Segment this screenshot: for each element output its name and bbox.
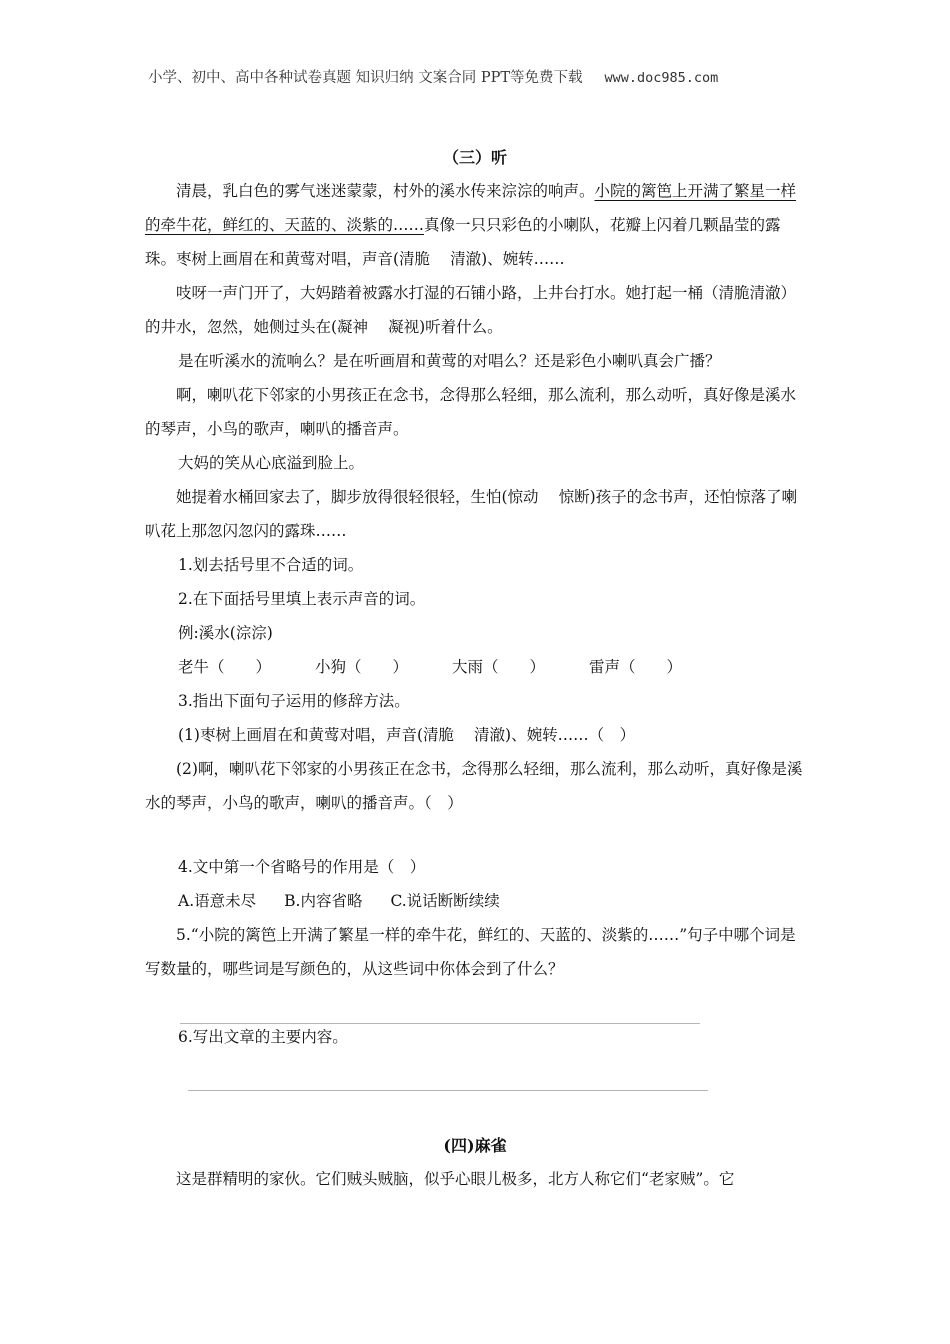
question-5: 5.“小院的篱笆上开满了繁星一样的牵牛花，鲜红的、天蓝的、淡紫的……”句子中哪个词是写数量的，哪些词是写颜色的，从这些词中你体会到了什么？: [145, 926, 796, 978]
answer-line-q6[interactable]: [188, 1090, 708, 1091]
document-body: [145, 142, 805, 1196]
header-site-url: www.doc985.com: [604, 70, 719, 86]
section4-title: (四)麻雀: [443, 1136, 507, 1155]
blank-item-thunder[interactable]: 雷声（ ）: [589, 658, 683, 676]
section3-paragraph-2: [145, 276, 805, 344]
section3-paragraph-1: [145, 174, 805, 276]
question-6: 6.写出文章的主要内容。: [178, 1028, 348, 1046]
question-2-example: 例:溪水(淙淙): [178, 624, 273, 642]
p6-text-b: 惊断)孩子的念书声，还怕惊落了喇叭花上那忽闪忽闪的露珠……: [145, 488, 798, 540]
section3-paragraph-5: 大妈的笑从心底溢到脸上。: [178, 454, 365, 472]
option-b[interactable]: B.内容省略: [284, 892, 363, 910]
question-1: 1.划去括号里不合适的词。: [178, 556, 364, 574]
question-2-blanks: [145, 650, 805, 684]
question-3-1: [145, 718, 805, 752]
blank-item-dog[interactable]: 小狗（ ）: [315, 658, 409, 676]
p1-text-b: 真像一只只彩色的小喇队，花瓣上闪着几颗晶莹的露珠。枣树上画眉在和黄莺对唱，声音(清脆: [145, 216, 781, 268]
p1-underlined-sentence: 小院的篱笆上开满了繁星一样的牵牛花，鲜红的、天蓝的、淡紫的……: [145, 182, 797, 234]
section3-paragraph-4: 啊，喇叭花下邻家的小男孩正在念书，念得那么轻细，那么流利，那么动听，真好像是溪水的琴声，小鸟的歌声，喇叭的播音声。: [145, 386, 797, 438]
section3-title: （三）听: [442, 148, 507, 167]
page-header: [148, 66, 808, 87]
q3-1-text-a: (1)枣树上画眉在和黄莺对唱，声音(清脆: [178, 726, 455, 744]
question-4: 4.文中第一个省略号的作用是（ ）: [178, 858, 426, 876]
p2-text-b: 凝视)听着什么。: [388, 318, 503, 336]
q3-1-text-b: 清澈)、婉转……（ ）: [474, 726, 636, 744]
p2-text-a: 吱呀一声门开了，大妈踏着被露水打湿的石铺小路，上井台打水。她打起一桶（清脆清澈）的井水，忽然，她侧过头在(凝神: [145, 284, 797, 336]
p1-text-c: 清澈)、婉转……: [450, 250, 565, 268]
question-2: 2.在下面括号里填上表示声音的词。: [178, 590, 426, 608]
option-a[interactable]: A.语意未尽: [178, 892, 257, 910]
section3-paragraph-3: 是在听溪水的流响么？是在听画眉和黄莺的对唱么？还是彩色小喇叭真会广播？: [178, 352, 721, 370]
section3-paragraph-6: [145, 480, 805, 548]
p6-text-a: 她提着水桶回家去了，脚步放得很轻很轻，生怕(惊动: [176, 488, 539, 506]
question-4-options: [145, 884, 805, 918]
blank-item-rain[interactable]: 大雨（ ）: [452, 658, 546, 676]
blank-item-ox[interactable]: 老牛（ ）: [178, 658, 272, 676]
header-text: 小学、初中、高中各种试卷真题 知识归纳 文案合同 PPT等免费下载: [148, 70, 583, 86]
section4-paragraph-1: 这是群精明的家伙。它们贼头贼脑，似乎心眼儿极多，北方人称它们“老家贼”。它: [176, 1170, 735, 1188]
p1-text-a: 清晨，乳白色的雾气迷迷蒙蒙，村外的溪水传来淙淙的响声。: [176, 182, 595, 200]
option-c[interactable]: C.说话断断续续: [390, 892, 500, 910]
question-3: 3.指出下面句子运用的修辞方法。: [178, 692, 410, 710]
answer-line-q5[interactable]: [180, 1023, 700, 1024]
question-3-2: (2)啊，喇叭花下邻家的小男孩正在念书，念得那么轻细，那么流利，那么动听，真好像是溪水的琴声，小鸟的歌声，喇叭的播音声。（ ）: [145, 760, 803, 812]
